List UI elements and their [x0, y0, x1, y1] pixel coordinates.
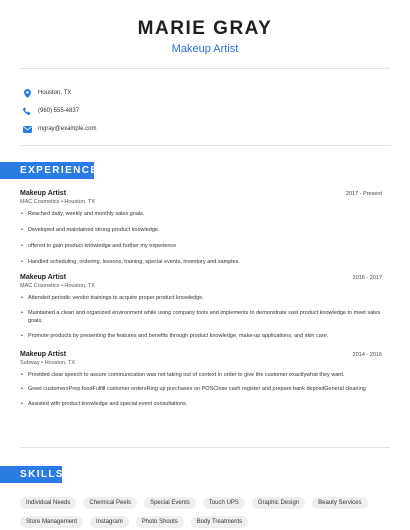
- job-title: Makeup Artist: [20, 274, 67, 281]
- job-bullet: • Greet customersPrep foodFulfill customer ordersRing up purchases on POSClose cash register and prepare bank depositGeneral cleaning: [20, 385, 382, 393]
- job-entry: [20, 274, 382, 340]
- job-bullet: • Developed and maintained strong product knowledge.: [20, 226, 382, 234]
- job-bullets: [20, 294, 382, 340]
- experience-divider: [20, 447, 390, 448]
- phone-icon: [22, 106, 32, 116]
- job-company: Subway: [20, 360, 40, 366]
- job-bullet: • Handled scheduling, ordering, lessons, training, special events, inventory and samples.: [20, 258, 382, 266]
- contact-email: [22, 120, 96, 138]
- job-location: Houston, TX: [64, 283, 95, 289]
- skill-chip: Chemical Peels: [83, 497, 137, 509]
- job-location: Houston, TX: [44, 360, 76, 366]
- job-bullet: • Assisted with product knowledge and special event consultations.: [20, 400, 382, 408]
- job-dates: 2017 - Present: [345, 191, 382, 197]
- contact-location-text: Houston, TX: [38, 90, 72, 96]
- job-title: Makeup Artist: [20, 190, 67, 197]
- job-bullet: • Reached daily, weekly and monthly sales goals.: [20, 210, 382, 218]
- skill-chip: Individual Needs: [20, 497, 76, 509]
- job-location: Houston, TX: [64, 199, 95, 205]
- job-bullet: • Attended periodic vendor trainings to acquire proper product knowledge.: [20, 294, 382, 302]
- contact-email-text: mgray@example.com: [38, 126, 97, 132]
- contact-divider: [20, 145, 390, 146]
- job-bullets: [20, 371, 382, 408]
- job-dates: 2014 - 2016: [352, 352, 382, 358]
- job-company-line: MAC Cosmetics • Houston, TX: [20, 199, 95, 205]
- job-company-line: MAC Cosmetics • Houston, TX: [20, 283, 95, 289]
- job-bullets: [20, 210, 382, 266]
- skills-list: [20, 497, 398, 528]
- job-title: Makeup Artist: [20, 351, 67, 358]
- candidate-name: MARIE GRAY: [137, 18, 273, 39]
- skill-chip: Graphic Design: [252, 497, 305, 509]
- location-pin-icon: [22, 88, 32, 98]
- job-company: MAC Cosmetics: [20, 283, 60, 289]
- skill-chip: Beauty Services: [312, 497, 367, 509]
- contact-phone-text: (960) 555-4837: [38, 108, 80, 114]
- job-entry: [20, 190, 382, 266]
- candidate-title: Makeup Artist: [171, 43, 239, 55]
- skill-chip: Photo Shoots: [136, 516, 184, 528]
- job-bullet: • Promote products by presenting the features and benefits through product knowledge, make-up applications, and skin care.: [20, 332, 382, 340]
- job-bullet: • Provided clear speech to assure communication was not taking out of context in order to give the customer exactlywhat they want.: [20, 371, 382, 379]
- skill-chip: Instagram: [90, 516, 129, 528]
- contact-list: [0, 69, 410, 132]
- contact-location: [22, 84, 71, 102]
- contact-phone: [22, 102, 79, 120]
- email-icon: [22, 124, 32, 134]
- job-dates: 2016 - 2017: [352, 275, 382, 281]
- job-bullet: • Maintained a clean and organized environment while using company tools and implements to demonstrate vast product knowledge to meet sales goals.: [20, 309, 382, 325]
- job-bullet: • offered to gain product knowledge and further my experience: [20, 242, 382, 250]
- skill-chip: Body Treatments: [191, 516, 248, 528]
- experience-heading: EXPERIENCE: [0, 162, 94, 179]
- skill-chip: Store Management: [20, 516, 83, 528]
- job-company: MAC Cosmetics: [20, 199, 60, 205]
- skill-chip: Touch UPS: [203, 497, 245, 509]
- job-company-line: Subway • Houston, TX: [20, 360, 76, 366]
- skills-heading: SKILLS: [0, 466, 62, 483]
- job-entry: [20, 351, 382, 408]
- skill-chip: Special Events: [144, 497, 196, 509]
- resume-header: [0, 0, 410, 69]
